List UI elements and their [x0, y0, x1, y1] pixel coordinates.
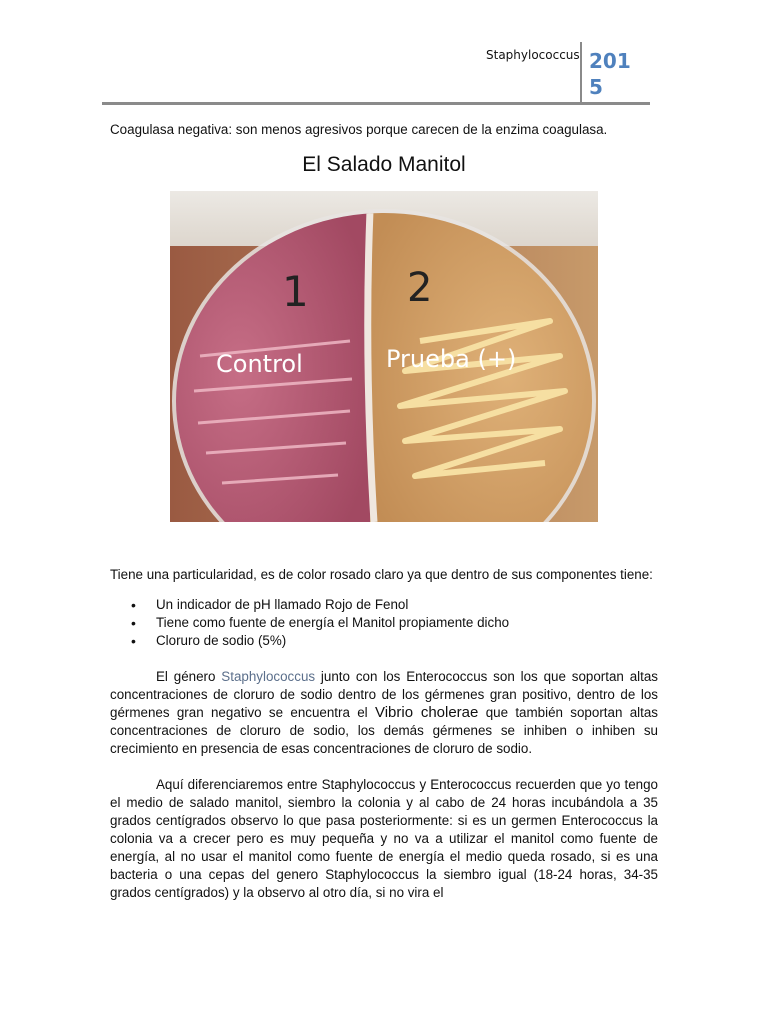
header-rule — [102, 102, 650, 105]
staphylococcus-term: Staphylococcus — [221, 669, 316, 684]
label-test: Prueba (+) — [386, 345, 517, 373]
petri-dish-photo — [170, 191, 598, 522]
header-year: 2015 — [589, 49, 631, 99]
list-item: • Cloruro de sodio (5%) — [110, 632, 658, 650]
label-control: Control — [216, 350, 303, 378]
para1-part1: El género — [156, 669, 222, 684]
vibrio-term: Vibrio cholerae — [374, 704, 479, 721]
plate-number-left: 1 — [282, 267, 309, 316]
intro-line: Coagulasa negativa: son menos agresivos porque carecen de la enzima coagulasa. — [110, 122, 608, 137]
para1-part2: junto con los Enterococcus son los que soportan altas concentraciones de cloruro de sodio dentro de los gérmenes gran positivo, dentro de los gérmenes gran negativo se encuentra el — [110, 669, 658, 720]
para1-part3: que también soportan altas concentraciones de cloruro de sodio, los demás gérmenes se inhiben o inhiben su crecimiento en presencia de esas concentraciones de cloruro de sodio. — [110, 705, 659, 756]
page-content — [110, 121, 658, 902]
plate-number-right: 2 — [407, 265, 433, 311]
section-title: El Salado Manitol — [302, 153, 466, 176]
header-divider — [580, 42, 582, 104]
list-item: • Un indicador de pH llamado Rojo de Fenol — [110, 596, 658, 614]
components-list — [110, 596, 658, 650]
list-item: • Tiene como fuente de energía el Manitol propiamente dicho — [110, 614, 658, 632]
header-title: Staphylococcus — [486, 48, 580, 62]
particularity-text: Tiene una particularidad, es de color rosado claro ya que dentro de sus componentes tiene: — [110, 567, 653, 582]
paragraph-staphylococcus — [110, 668, 658, 758]
petri-dish-illustration — [170, 191, 598, 522]
paragraph-differentiation: Aquí diferenciaremos entre Staphylococcus y Enterococcus recuerden que yo tengo el medio de salado manitol, siembro la colonia y al cabo de 24 horas incubándola a 35 grados centígrados observo lo que pasa posteriormente: si es un germen Enterococcus la colonia va a crecer pero es muy pequeña y no va a utilizar el manitol como fuente de energía, al no usar el manitol como fuente de energía el medio queda rosado, si es una bacteria o una cepas del genero Staphylococcus la siembro igual (18-24 horas, 34-35 grados centígrados) y la observo al otro día, si no vira el — [110, 777, 658, 900]
